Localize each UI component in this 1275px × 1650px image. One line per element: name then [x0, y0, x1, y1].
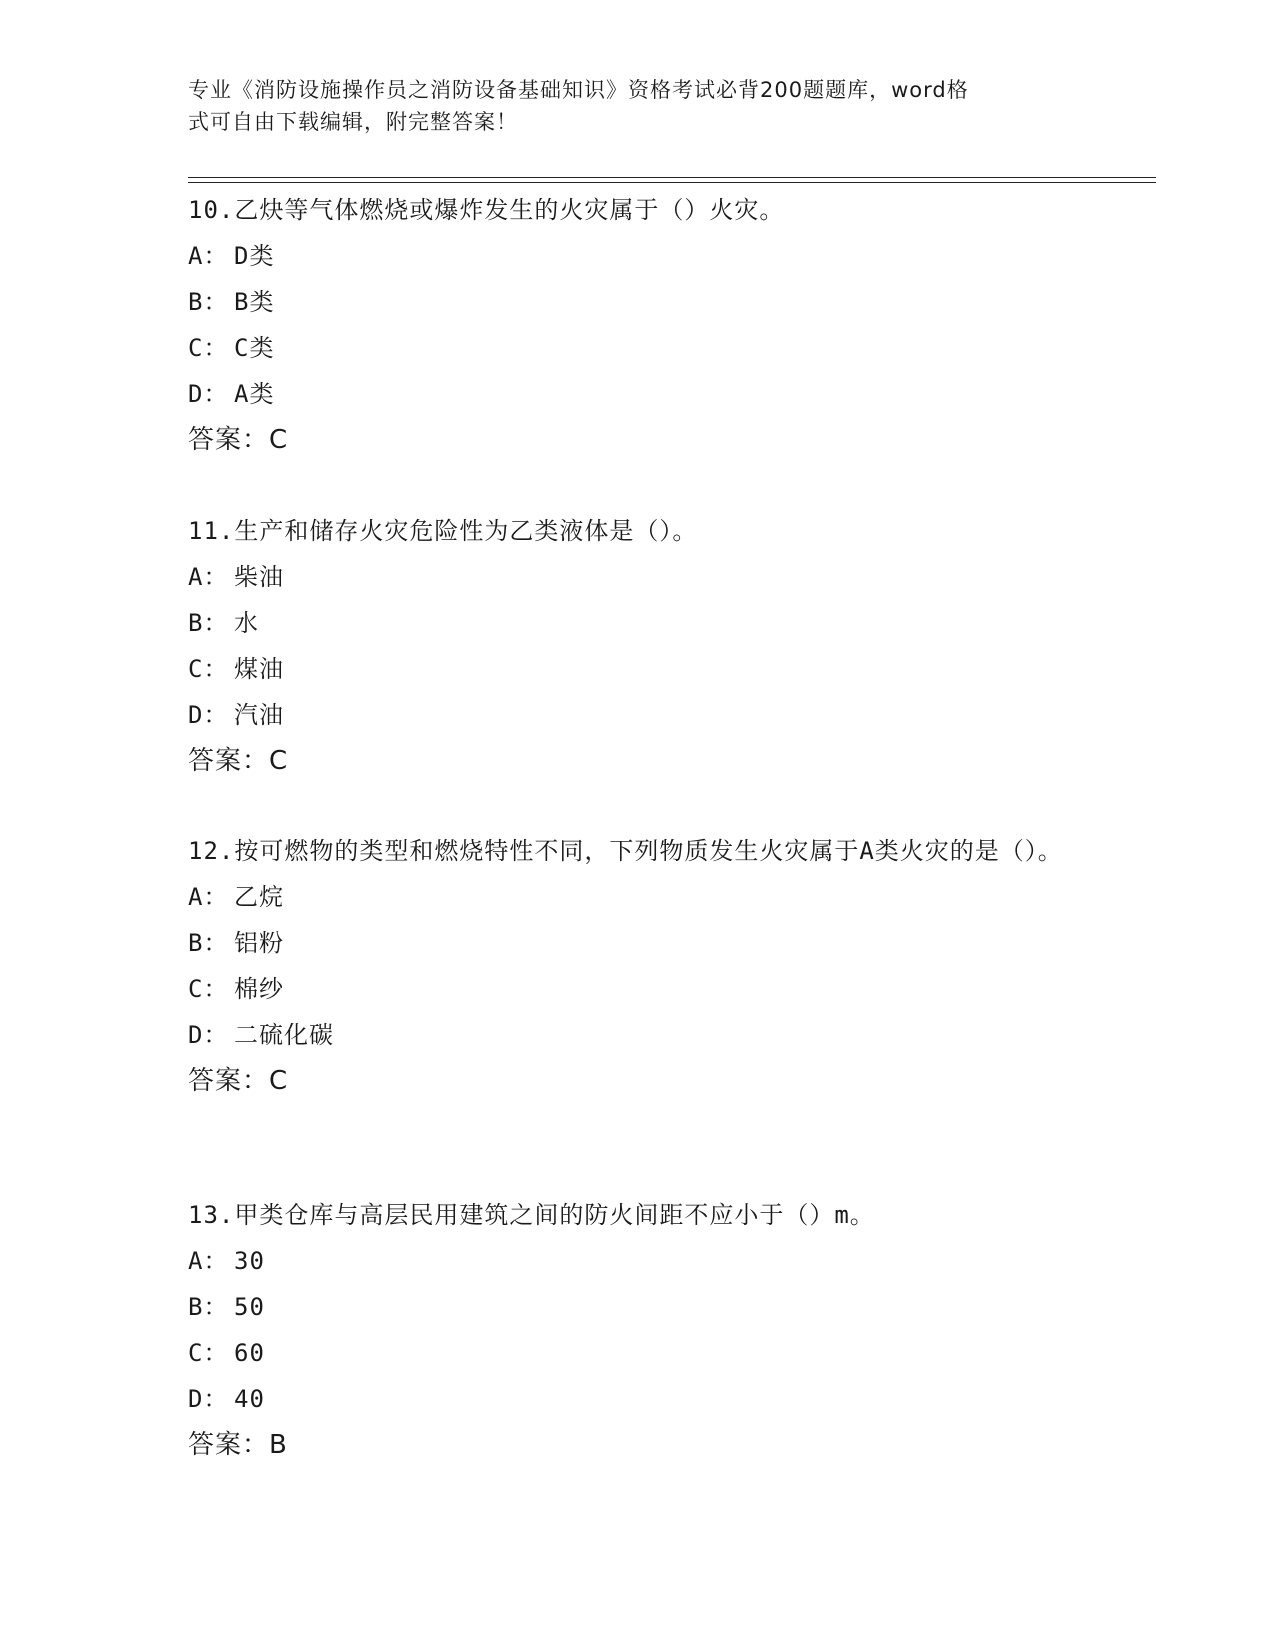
header-divider-bottom — [188, 182, 1156, 183]
option-a — [188, 874, 1068, 920]
option-label: B： — [188, 288, 229, 316]
question-13 — [188, 1192, 1088, 1468]
option-a — [188, 1238, 1088, 1284]
option-a — [188, 554, 1088, 600]
header-divider-top — [188, 177, 1156, 178]
option-text: 60 — [234, 1339, 265, 1367]
option-label: A： — [188, 883, 229, 911]
option-label: D： — [188, 701, 229, 729]
option-a — [188, 233, 1088, 279]
option-label: C： — [188, 334, 229, 362]
option-label: D： — [188, 380, 229, 408]
option-b — [188, 1284, 1088, 1330]
option-b — [188, 279, 1088, 325]
answer: 答案：C — [188, 1066, 289, 1096]
option-text: 水 — [234, 609, 259, 637]
question-11 — [188, 508, 1088, 784]
option-label: D： — [188, 1385, 229, 1413]
option-text: 铝粉 — [234, 929, 284, 957]
option-d — [188, 371, 1088, 417]
option-text: D类 — [234, 242, 275, 270]
option-b — [188, 600, 1088, 646]
option-label: C： — [188, 975, 229, 1003]
option-d — [188, 1376, 1088, 1422]
answer: 答案：C — [188, 425, 289, 455]
option-label: A： — [188, 563, 229, 591]
option-text: 二硫化碳 — [234, 1021, 334, 1049]
header-line-1: 专业《消防设施操作员之消防设备基础知识》资格考试必背200题题库，word格 — [188, 78, 969, 102]
question-text: 12.按可燃物的类型和燃烧特性不同，下列物质发生火灾属于A类火灾的是（）。 — [188, 837, 1063, 865]
option-text: 30 — [234, 1247, 265, 1275]
option-text: 乙烷 — [234, 883, 284, 911]
question-10 — [188, 187, 1088, 463]
option-text: 柴油 — [234, 563, 284, 591]
option-text: 汽油 — [234, 701, 284, 729]
option-label: B： — [188, 929, 229, 957]
option-d — [188, 1012, 1068, 1058]
option-text: B类 — [234, 288, 275, 316]
option-label: B： — [188, 609, 229, 637]
option-c — [188, 966, 1068, 1012]
option-text: A类 — [234, 380, 275, 408]
option-d — [188, 692, 1088, 738]
document-header — [188, 74, 1068, 138]
question-text: 13.甲类仓库与高层民用建筑之间的防火间距不应小于（）m。 — [188, 1201, 875, 1229]
option-label: C： — [188, 655, 229, 683]
answer: 答案：C — [188, 746, 289, 776]
answer: 答案：B — [188, 1430, 288, 1460]
question-text: 10.乙炔等气体燃烧或爆炸发生的火灾属于（）火灾。 — [188, 196, 785, 224]
question-12 — [188, 828, 1068, 1104]
option-c — [188, 646, 1088, 692]
header-line-2: 式可自由下载编辑，附完整答案！ — [188, 110, 518, 134]
option-label: D： — [188, 1021, 229, 1049]
option-text: 40 — [234, 1385, 265, 1413]
option-label: A： — [188, 1247, 229, 1275]
option-text: C类 — [234, 334, 275, 362]
option-b — [188, 920, 1068, 966]
option-label: B： — [188, 1293, 229, 1321]
option-c — [188, 325, 1088, 371]
option-text: 棉纱 — [234, 975, 284, 1003]
option-c — [188, 1330, 1088, 1376]
option-text: 50 — [234, 1293, 265, 1321]
option-text: 煤油 — [234, 655, 284, 683]
option-label: A： — [188, 242, 229, 270]
option-label: C： — [188, 1339, 229, 1367]
question-text: 11.生产和储存火灾危险性为乙类液体是（）。 — [188, 517, 698, 545]
